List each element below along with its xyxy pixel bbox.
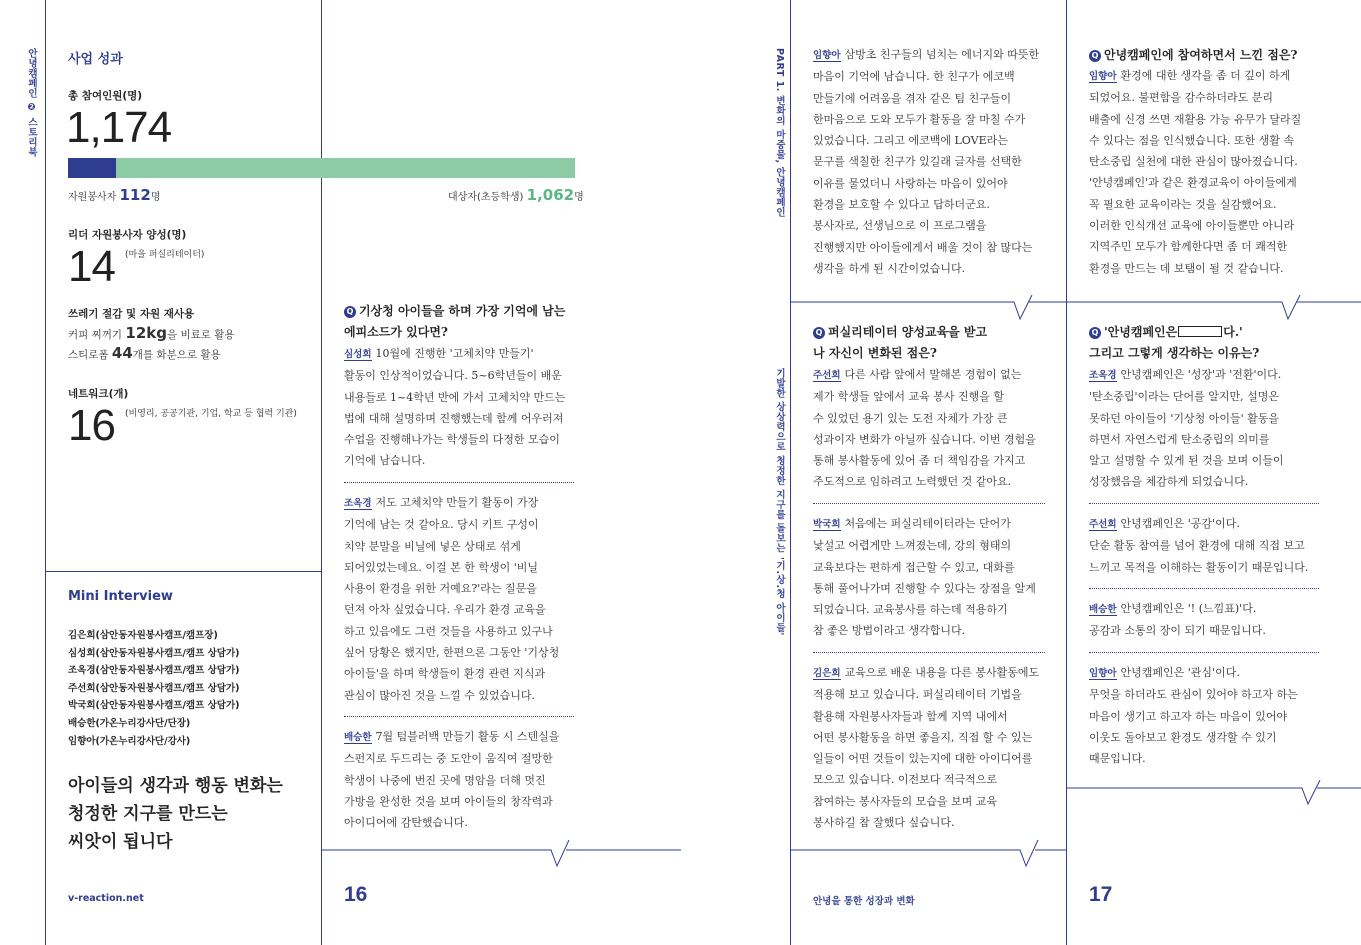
waste-coffee: 커피 찌꺼기 12kg을 비료로 활용 xyxy=(68,324,235,342)
interviewee-list xyxy=(68,627,239,750)
bubble-divider-r3 xyxy=(790,840,1066,870)
q3-answer-1: 임향아 환경에 대한 생각을 좀 더 깊이 하게 되었어요. 불편함을 감수하더라도 분리 배출에 신경 쓰면 재활용 가능 유무가 달라질 수 있다는 점을 인식했습니다. 또한 생활 속 탄소중립 실천에 대한 관심이 많아졌습니다. '안녕캠페인'과 같은 환경교육이 아이들에게 꼭 필요한 교육이라는 것을 실감했어요. 이러한 인식개선 교육에 아이들뿐만 아니라 지역주민 모두가 함께한다면 좀 더 쾌적한 환경을 만드는 데 보탬이 될 것 같습니다. xyxy=(1089,69,1302,275)
leaders-note: (마을 퍼실리테이터) xyxy=(125,250,205,260)
leaders-value: 14 xyxy=(68,242,115,291)
interviewee: 주선희(삼안동자원봉사캠프/캠프 상담가) xyxy=(68,682,240,694)
interviewee: 박국희(삼안동자원봉사캠프/캠프 상담가) xyxy=(68,700,240,712)
total-label: 총 참여인원(명) xyxy=(68,90,143,102)
interview-divider xyxy=(45,571,321,572)
q1-answer-1: 심성희 10월에 진행한 '고체치약 만들기' 활동이 인상적이었습니다. 5~6학년들이 배운 내용들로 1~4학년 반에 가서 고체치약 만드는 법에 대해 설명하며 진행했는데 함께 어우러져 수업을 진행해나가는 학생들의 다정한 모습이 기억에 남습니다. xyxy=(344,347,566,468)
question-icon: Q xyxy=(1089,327,1101,339)
target-count: 대상자(초등학생) 1,062명 xyxy=(448,186,584,204)
page-number-left: 16 xyxy=(344,883,368,906)
interviewee: 심성희(삼안동자원봉사캠프/캠프 상담가) xyxy=(68,647,240,659)
waste-label: 쓰레기 절감 및 자원 재사용 xyxy=(68,308,195,320)
q4-answer-4: 임향아 안녕캠페인은 '관심'이다. 무엇을 하더라도 관심이 있어야 하고자 하는 마음이 생기고 하고자 하는 마음이 있어야 이웃도 돌아보고 환경도 생각할 수 있기 때문입니다. xyxy=(1089,666,1298,766)
q4-answer-3: 배승한 안녕캠페인은 '! (느낌표)'다. 공감과 소통의 장이 되기 때문입니다. xyxy=(1089,602,1266,638)
top-answer: 임향아 삼방초 친구들의 넘치는 에너지와 따뜻한 마음이 기억에 남습니다. 한 친구가 에코백 만들기에 어려움을 겪자 같은 팀 친구들이 한마음으로 도와 모두가 활동을 잘 마칠 수가 있었습니다. 그리고 에코백에 LOVE라는 문구를 색칠한 친구가 있길래 글자를 선택한 이유를 물었더니 사랑하는 마음이 있어야 환경을 보호할 수 있다고 답하더군요. 봉사자로, 선생님으로 이 프로그램을 진행했지만 아이들에게서 배울 것이 참 많다는 생각을 하게 된 시간이었습니다. xyxy=(813,48,1040,275)
results-title: 사업 성과 xyxy=(68,52,123,67)
leaders-label: 리더 자원봉사자 양성(명) xyxy=(68,229,187,241)
interviewee: 김은희(삼안동자원봉사캠프/캠프장) xyxy=(68,630,218,641)
mini-interview-title: Mini Interview xyxy=(68,589,173,604)
target-bar-segment xyxy=(116,158,575,178)
slogan: 아이들의 생각과 행동 변화는 청정한 지구를 만드는 씨앗이 됩니다 xyxy=(68,776,283,852)
left-margin-rule xyxy=(45,0,46,945)
question-icon: Q xyxy=(813,327,825,339)
network-note: (비영리, 공공기관, 기업, 학교 등 협력 기관) xyxy=(125,409,297,419)
q4-answer-2: 주선희 안녕캠페인은 '공감'이다. 단순 활동 참여를 넘어 환경에 대해 직접 보고 느끼고 목적을 이해하는 활동이기 때문입니다. xyxy=(1089,517,1309,574)
network-label: 네트워크(개) xyxy=(68,388,129,400)
footer-url[interactable]: v-reaction.net xyxy=(68,893,144,904)
question-icon: Q xyxy=(1089,50,1101,62)
footer-section: 안녕을 통한 성장과 변화 xyxy=(813,896,915,907)
question-1-title: Q 기상청 아이들을 하며 가장 기억에 남는 에피소드가 있다면? xyxy=(344,304,566,339)
q2-answer-3: 김은희 교육으로 배운 내용을 다른 봉사활동에도 적용해 보고 있습니다. 퍼실리테이터 기법을 활용해 자원봉사자들과 함께 지역 내에서 어떤 봉사활동을 하면 좋을지, 직접 할 수 있는 일들이 어떤 것들이 있는지에 대한 아이디어를 모으고 있습니다. 이전보다 적극적으로 참여하는 봉사자들의 모습을 보며 교육 봉사하길 참 잘했다 싶습니다. xyxy=(813,666,1040,830)
total-value: 1,174 xyxy=(66,103,172,152)
right-margin-rule xyxy=(790,0,791,945)
q1-answer-2: 조옥경 저도 고체치약 만들기 활동이 가장 기억에 남는 것 같아요. 당시 키트 구성이 치약 분말을 비닐에 넣은 상태로 섞게 되어있었는데요. 이걸 본 한 학생이 '비닐 사용이 환경을 위한 거예요?'라는 질문을 던져 아차 싶었습니다. 우리가 환경 교육을 하고 있음에도 그런 것들을 사용하고 있구나 싶어 당황은 했지만, 한편으론 그동안 '기상청 아이들'을 하며 학생들이 환경 관련 지식과 관심이 많아진 것을 느낄 수 있었습니다. xyxy=(344,496,560,702)
bubble-divider-r1 xyxy=(790,295,1066,325)
chapter-label: 기발한 상상력으로 청정한 지구를 돌보는 '기.상.청 아이들' xyxy=(774,368,785,636)
question-4-title: Q '안녕캠페인은 다.' 그리고 그렇게 생각하는 이유는? xyxy=(1089,325,1260,360)
side-label: 안녕캠페인 ❷ 스토리북 xyxy=(26,48,37,158)
question-3-title: Q 안녕캠페인에 참여하면서 느낀 점은? xyxy=(1089,45,1339,66)
page-number-right: 17 xyxy=(1089,883,1113,906)
blank-box xyxy=(1178,326,1222,337)
left-column-rule xyxy=(321,0,322,945)
bubble-divider-left xyxy=(321,840,681,870)
q2-answer-2: 박국희 처음에는 퍼실리테이터라는 단어가 낯설고 어렵게만 느껴졌는데, 강의 형태의 교육보다는 편하게 접근할 수 있고, 대화를 통해 풀어나가며 진행할 수 있다는 장점을 알게 되었습니다. 교육봉사를 하는데 적용하기 참 좋은 방법이라고 생각합니다. xyxy=(813,517,1036,638)
q4-answer-1: 조옥경 안녕캠페인은 '성장'과 '전환'이다. '탄소중립'이라는 단어를 알지만, 설명은 못하던 아이들이 '기상청 아이들' 활동을 하면서 자연스럽게 탄소중립의 의미를 알고 설명할 수 있게 된 것을 보며 이들이 성장했음을 체감하게 되었습니다. xyxy=(1089,368,1284,489)
interviewee: 조옥경(삼안동자원봉사캠프/캠프 상담가) xyxy=(68,665,240,677)
q2-answer-1: 주선희 다른 사람 앞에서 말해본 경험이 없는 제가 학생들 앞에서 교육 봉사 진행을 할 수 있었던 용기 있는 도전 자체가 가장 큰 성과이자 변화가 아닐까 싶습니다. 이번 경험을 통해 봉사활동에 있어 좀 더 책임감을 가지고 주도적으로 임하려고 노력했던 것 같아요. xyxy=(813,368,1036,489)
volunteer-bar-segment xyxy=(68,158,116,178)
waste-styrofoam: 스티로폼 44개를 화분으로 활용 xyxy=(68,344,221,362)
network-value: 16 xyxy=(68,401,115,450)
question-icon: Q xyxy=(344,306,356,318)
interviewee: 배승한(가온누리강사단/단장) xyxy=(68,717,191,729)
bubble-divider-r4 xyxy=(1066,780,1361,810)
q1-answer-3: 배승한 7월 텀블러백 만들기 활동 시 스텐실을 스펀지로 두드리는 중 도안이 움직여 절망한 학생이 나중에 번진 곳에 명암을 더해 멋진 가방을 완성한 것을 보며 아이들의 창작력과 아이디어에 감탄했습니다. xyxy=(344,730,560,830)
bubble-divider-r2 xyxy=(1066,295,1361,325)
volunteer-count: 자원봉사자 112명 xyxy=(68,186,161,204)
part-label: PART 1. 변화의 마중물, 안녕캠페인 xyxy=(774,48,785,218)
participant-bar xyxy=(68,158,575,178)
interviewee: 임향아(가온누리강사단/강사) xyxy=(68,735,191,747)
question-2-title: Q 퍼실리테이터 양성교육을 받고 나 자신이 변화된 점은? xyxy=(813,325,988,360)
